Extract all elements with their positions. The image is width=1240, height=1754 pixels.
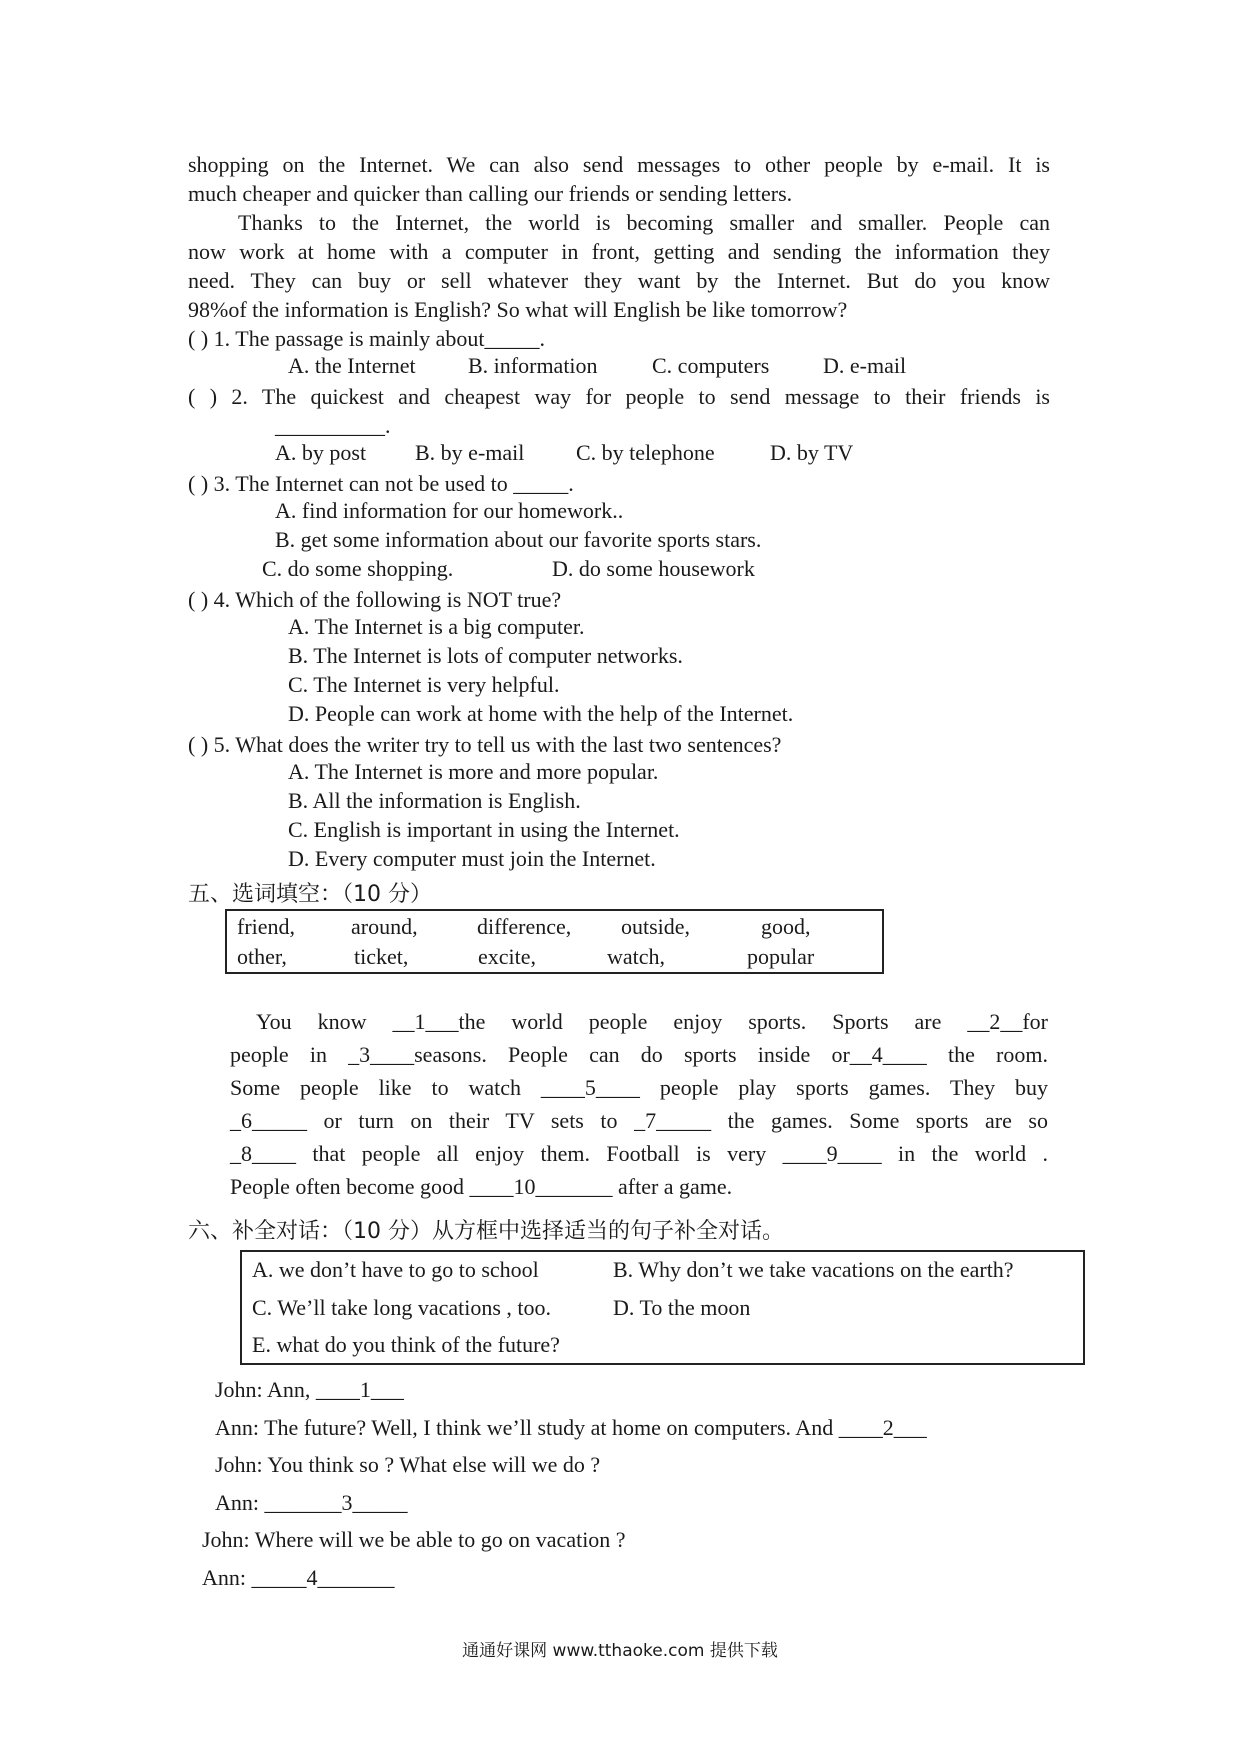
question-3-option-c: C. do some shopping. [262,556,454,581]
word-bank-word: excite, [478,944,537,969]
dialogue-line-1: John: Ann, ____1___ [215,1377,404,1402]
question-5-option-d: D. Every computer must join the Internet. [288,846,656,871]
passage-line-4: now work at home with a computer in front, getting and sending the information they [188,239,1050,264]
word-bank-word: popular [747,944,815,969]
question-5-option-c: C. English is important in using the Internet. [288,817,680,842]
question-5-option-b: B. All the information is English. [288,788,581,813]
question-5-option-a: A. The Internet is more and more popular. [288,759,659,784]
dialogue-option-a: A. we don’t have to go to school [252,1257,539,1282]
word-bank-word: other, [237,944,287,969]
cloze-line-6: People often become good ____10_______ after a game. [230,1174,733,1199]
dialogue-option-d: D. To the moon [613,1295,751,1320]
passage-line-5: need. They can buy or sell whatever they want by the Internet. But do you know [188,268,1050,293]
question-4-option-a: A. The Internet is a big computer. [288,614,585,639]
dialogue-line-5: John: Where will we be able to go on vacation ? [202,1527,626,1552]
word-bank-word: watch, [607,944,666,969]
passage-line-6: 98%of the information is English? So what will English be like tomorrow? [188,297,848,322]
dialogue-option-b: B. Why don’t we take vacations on the earth? [613,1257,1014,1282]
question-1-option-b: B. information [468,353,598,378]
dialogue-line-6: Ann: _____4_______ [202,1565,395,1590]
passage-line-3: Thanks to the Internet, the world is becoming smaller and smaller. People can [238,210,1050,235]
passage-line-2: much cheaper and quicker than calling our friends or sending letters. [188,181,793,206]
cloze-line-5: _8____ that people all enjoy them. Football is very ____9____ in the world . [230,1141,1048,1166]
question-4-option-c: C. The Internet is very helpful. [288,672,560,697]
dialogue-line-4: Ann: _______3_____ [215,1490,408,1515]
question-3-option-d: D. do some housework [552,556,755,581]
question-5-stem: ( ) 5. What does the writer try to tell us with the last two sentences? [188,732,782,757]
dialogue-option-c: C. We’ll take long vacations , too. [252,1295,552,1320]
dialogue-line-2: Ann: The future? Well, I think we’ll study at home on computers. And ____2___ [215,1415,927,1440]
section-5-title: 五、选词填空：（10 分） [188,882,432,907]
question-1-option-c: C. computers [652,353,770,378]
dialogue-option-e: E. what do you think of the future? [252,1332,560,1357]
question-1-stem: ( ) 1. The passage is mainly about_____. [188,326,546,351]
word-bank-word: friend, [237,914,296,939]
word-bank-word: outside, [621,914,691,939]
cloze-line-1: You know __1___the world people enjoy sports. Sports are __2__for [256,1009,1048,1034]
word-bank-word: difference, [477,914,572,939]
question-2-blank: __________. [275,413,391,438]
question-2-option-c: C. by telephone [576,440,715,465]
question-1-option-a: A. the Internet [288,353,416,378]
question-4-option-d: D. People can work at home with the help of the Internet. [288,701,794,726]
question-3-option-a: A. find information for our homework.. [275,498,624,523]
question-3-stem: ( ) 3. The Internet can not be used to _____. [188,471,574,496]
section-6-title: 六、补全对话：（10 分）从方框中选择适当的句子补全对话。 [188,1219,784,1244]
question-2-option-b: B. by e-mail [415,440,525,465]
question-1-option-d: D. e-mail [823,353,907,378]
question-4-option-b: B. The Internet is lots of computer networks. [288,643,683,668]
word-bank-word: good, [761,914,811,939]
footer-credit: 通通好课网 www.tthaoke.com 提供下载 [462,1641,778,1661]
question-3-option-b: B. get some information about our favorite sports stars. [275,527,762,552]
question-2-stem: ( ) 2. The quickest and cheapest way for people to send message to their friends is [188,384,1050,409]
passage-line-1: shopping on the Internet. We can also send messages to other people by e-mail. It is [188,152,1050,177]
word-bank-word: ticket, [354,944,409,969]
dialogue-line-3: John: You think so ? What else will we do ? [215,1452,601,1477]
dialogue-options-box [240,1250,1085,1365]
question-2-option-a: A. by post [275,440,367,465]
word-bank-word: around, [351,914,418,939]
cloze-line-4: _6_____ or turn on their TV sets to _7_____ the games. Some sports are so [230,1108,1048,1133]
question-2-option-d: D. by TV [770,440,854,465]
word-bank-box [225,909,884,974]
question-4-stem: ( ) 4. Which of the following is NOT true? [188,587,562,612]
cloze-line-3: Some people like to watch ____5____ people play sports games. They buy [230,1075,1048,1100]
cloze-line-2: people in _3____seasons. People can do sports inside or__4____ the room. [230,1042,1048,1067]
